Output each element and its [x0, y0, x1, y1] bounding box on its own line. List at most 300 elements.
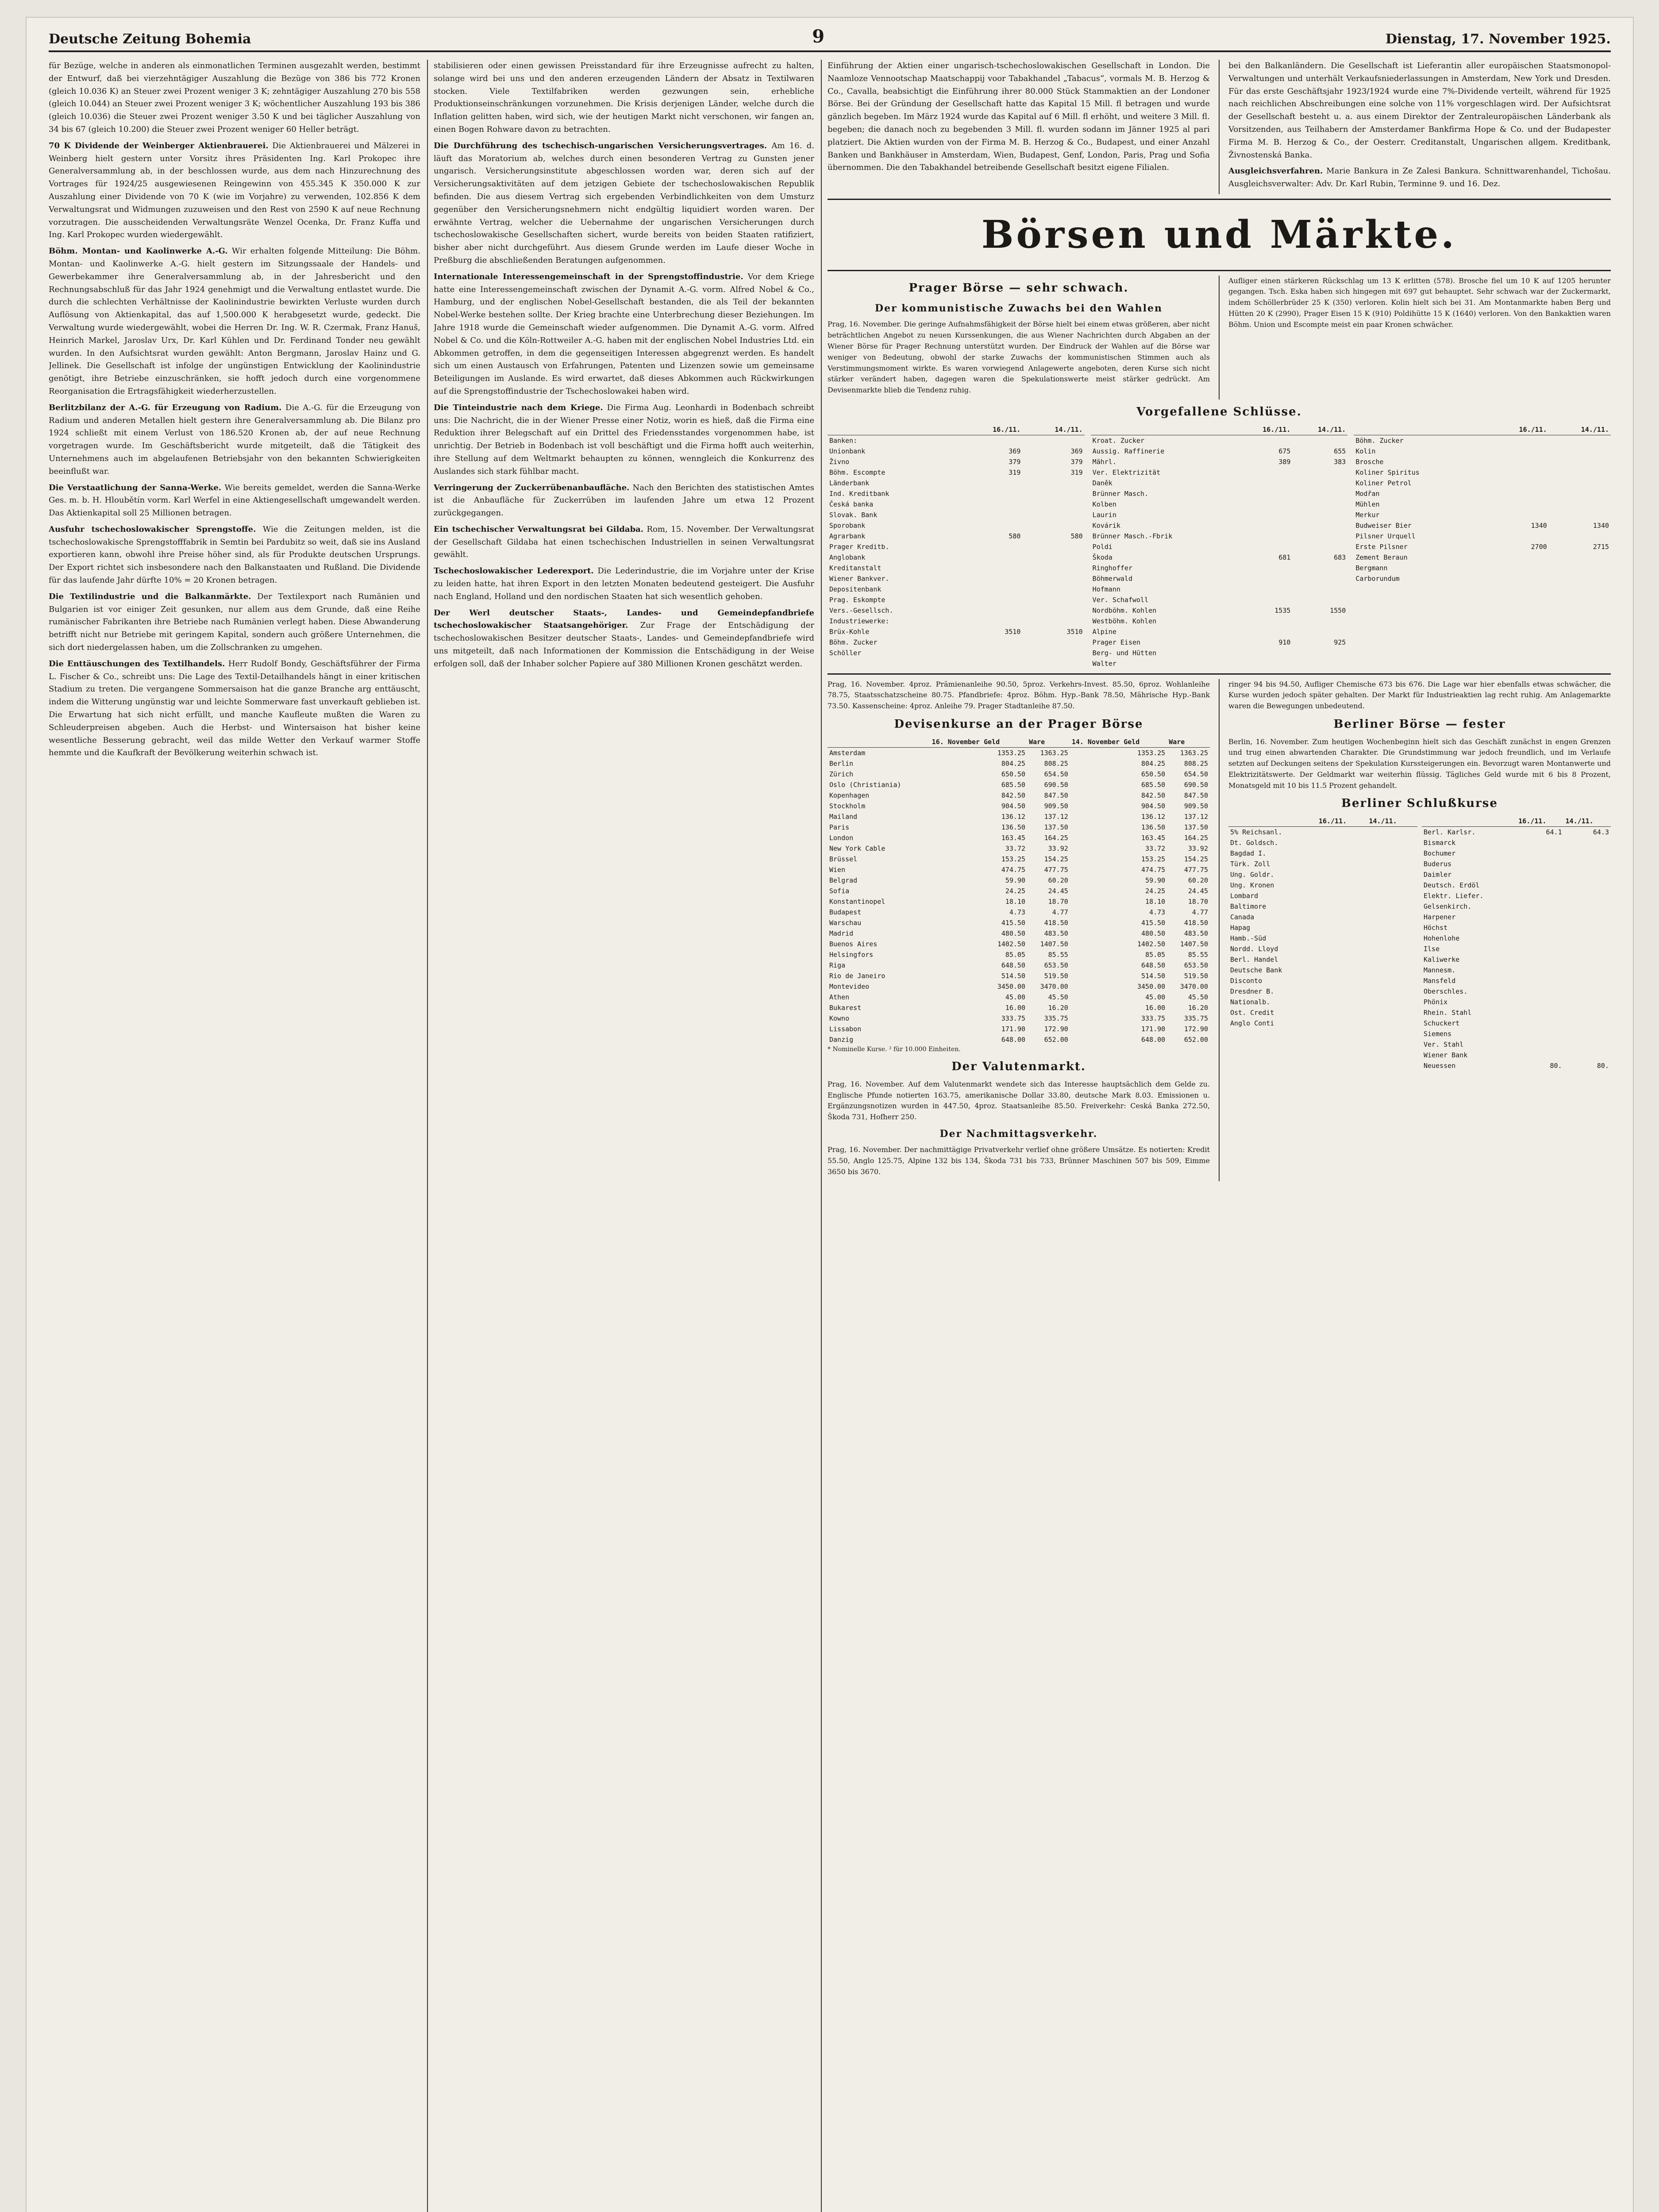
table-cell [1367, 827, 1417, 838]
table-cell [1549, 488, 1611, 499]
table-cell: 171.90 [1001, 1025, 1026, 1033]
table-cell: 335.75 [1184, 1014, 1208, 1022]
table-cell [1564, 922, 1611, 933]
table-cell: Westböhm. Kohlen [1092, 617, 1157, 625]
table-cell [1237, 520, 1293, 531]
table-cell: 1363.25 [1180, 749, 1208, 757]
table-row [1228, 986, 1417, 997]
table-cell: Ung. Kronen [1230, 881, 1274, 890]
article-kicker: Ausgleichsverfahren. [1228, 166, 1323, 176]
table-cell: Böhm. Zucker [829, 638, 878, 646]
table-cell: 85.55 [1188, 950, 1208, 959]
table-cell: Zürich [829, 770, 854, 778]
table-cell [1564, 901, 1611, 912]
table-cell: Ver. Stahl [1424, 1041, 1464, 1049]
table-cell: Riga [829, 961, 846, 969]
table-cell: 1535 [1274, 606, 1291, 614]
table-row [828, 886, 1210, 896]
article-paragraph [828, 60, 1210, 174]
table-cell: Kaliwerke [1424, 956, 1460, 964]
table-cell: Brünner Masch. [1092, 489, 1149, 498]
table-cell [1487, 552, 1549, 563]
article-paragraph [434, 402, 814, 478]
table-cell [1292, 488, 1347, 499]
table-cell [1237, 488, 1293, 499]
table-cell [1022, 510, 1084, 520]
table-row [1422, 986, 1611, 997]
table-cell: Bukarest [829, 1003, 862, 1012]
table-row [828, 864, 1210, 875]
table-cell: 683 [1334, 553, 1346, 561]
table-cell: Hofmann [1092, 585, 1120, 593]
table-cell [1237, 573, 1293, 584]
table-cell: 909.50 [1044, 802, 1068, 810]
table-cell: 2715 [1593, 542, 1609, 551]
table-header-row [1228, 816, 1417, 827]
table-cell: Kolben [1092, 500, 1116, 508]
table-row [1354, 552, 1611, 563]
article-text: Wie die Zeitungen melden, ist die tschechoslowakische Sprengstofffabrik in Semtin bei Pardubitz so weit, daß sie ins Ausland exportieren kann, obwohl ihre Preise höher sind, als für Produkte deutschen Ursprungs. Der Export richtet sich insbesondere nach den Balkanstaaten und Rußland. Die Dividende für das laufende Jahr dürfte 10% = 20 Kronen betragen. [49, 524, 420, 585]
table-header-cell: 16./11. [960, 424, 1022, 435]
table-cell: 24.45 [1188, 887, 1208, 895]
table-cell: 333.75 [1141, 1014, 1166, 1022]
table-cell: 652.00 [1044, 1035, 1068, 1044]
article-text: Die A.-G. für die Erzeugung von Radium und anderen Metallen hielt gestern ihre Generalversammlung ab. Die Bilanz pro 1924 schließt mit einem Verlust von 186.520 Kronen ab, der auf neue Rechnung vorgetragen wurde. Im Geschäftsbericht wurde mitgeteilt, daß die Tätigkeit des Unternehmens auch im abgelaufenen Betriebsjahr von den bekannten Schwierigkeiten beeinflußt war. [49, 403, 420, 476]
table-cell [1517, 965, 1563, 975]
table-cell [1367, 922, 1417, 933]
table-cell: Schöller [829, 649, 862, 657]
table-cell [1487, 435, 1549, 446]
table-cell: 1402.50 [997, 940, 1026, 948]
table-header-cell [828, 737, 930, 748]
table-cell: Banken: [829, 436, 858, 445]
table-cell: 137.12 [1044, 812, 1068, 821]
table-row [1228, 891, 1417, 901]
table-cell: 45.50 [1048, 993, 1068, 1001]
table-row [1354, 499, 1611, 510]
article-text: Die Lederindustrie, die im Vorjahre unter der Krise zu leiden hatte, hat ihren Export in den letzten Monaten bedeutend gesteigert. Die Ausfuhr nach England, Holland und den nordischen Staaten hat sich wesentlich gehoben. [434, 566, 814, 601]
table-cell: 16.20 [1048, 1003, 1068, 1012]
table-cell: 335.75 [1044, 1014, 1068, 1022]
table-row [828, 811, 1210, 822]
table-cell: 164.25 [1044, 833, 1068, 842]
table-cell [1517, 1039, 1563, 1050]
table-cell: 514.50 [1141, 972, 1166, 980]
table-row [828, 854, 1210, 864]
table-cell [1564, 944, 1611, 954]
article-kicker: Ausfuhr tschechoslowakischer Sprengstoffe. [49, 524, 256, 534]
table-cell: 80. [1550, 1062, 1562, 1070]
table-cell [1517, 912, 1563, 922]
article-paragraph [49, 60, 420, 136]
table-cell [960, 552, 1022, 563]
table-cell [1564, 1050, 1611, 1060]
article-text: Marie Bankura in Ze Zalesi Bankura. Schnittwarenhandel, Tichošau. Ausgleichsverwalter: Adv. Dr. Karl Rubin, Terminne 9. und 16. Dez. [1228, 166, 1611, 189]
table-cell [960, 616, 1022, 626]
table-cell: 654.50 [1184, 770, 1208, 778]
table-cell: 653.50 [1184, 961, 1208, 969]
table-cell: Oslo (Christiania) [829, 780, 901, 789]
table-cell: Lombard [1230, 892, 1259, 900]
table-cell [960, 605, 1022, 616]
table-cell [1564, 880, 1611, 891]
table-cell [1517, 922, 1563, 933]
table-cell [1564, 837, 1611, 848]
article-kicker: Die Durchführung des tschechisch-ungarischen Versicherungsvertrages. [434, 141, 767, 150]
table-cell [960, 435, 1022, 446]
table-cell: 519.50 [1184, 972, 1208, 980]
table-cell: 3470.00 [1180, 982, 1208, 991]
market-section [828, 60, 1611, 2212]
table-header-cell: Ware [1027, 737, 1070, 748]
table-cell: 137.50 [1044, 823, 1068, 831]
table-cell: Wien [829, 865, 846, 874]
article-text: Herr Rudolf Bondy, Geschäftsführer der Firma L. Fischer & Co., schreibt uns: Die Lage des Textil-Detailhandels hängt in einer kritischen Stadium zu treten. Die vergangene Sommersaison hat die ganze Branche arg enttäuscht, indem die Witterung ungünstig war und leichte Sommerware fast unverkauft geblieben ist. Die Erwartung hat sich nicht erfüllt, und manche Kaufleute mußten die Waren zu Schleuderpreisen abgeben. Auch die Herbst- und Wintersaison hat bisher keine wesentliche Besserung gebracht, weil das milde Wetter den Verkauf warmer Stoffe hemmte und die Kaufkraft der Bevölkerung weiterhin schwach ist. [49, 659, 420, 758]
table-cell: 379 [1070, 457, 1083, 466]
table-cell: 136.12 [1141, 812, 1166, 821]
table-cell: Berl. Karlsr. [1424, 828, 1476, 837]
table-header-cell [828, 424, 960, 435]
article-text: Zur Frage der Entschädigung der tschechoslowakischen Besitzer deutscher Staats-, Landes- und Gemeindepfandbriefe wird uns mitgeteilt, daß nach Informationen der Kommission die Entschädigung in der Weise erfolgen soll, daß der Inhaber solcher Papiere auf 380 Millionen Kronen geschätzt werden. [434, 621, 814, 668]
section-divider [828, 270, 1611, 271]
table-cell: Rhein. Stahl [1424, 1009, 1472, 1017]
table-row [1422, 1060, 1611, 1071]
table-row [1091, 584, 1348, 595]
table-cell [1367, 901, 1417, 912]
table-cell: Länderbank [829, 479, 870, 487]
table-cell: Belgrad [829, 876, 858, 884]
column-rule [1219, 679, 1220, 1181]
table-cell: 653.50 [1044, 961, 1068, 969]
table-row [1091, 467, 1348, 478]
table-row [1422, 859, 1611, 869]
table-cell: Dresdner B. [1230, 987, 1274, 996]
table-cell: 16.20 [1188, 1003, 1208, 1012]
table-cell: Hohenlohe [1424, 934, 1460, 943]
article-paragraph [434, 565, 814, 603]
table-header-cell: Ware [1167, 737, 1210, 748]
table-cell: 80. [1597, 1062, 1609, 1070]
table-cell: Ung. Goldr. [1230, 871, 1274, 879]
table-cell: Brüssel [829, 855, 858, 863]
table-row [828, 747, 1210, 758]
table-cell [1317, 848, 1367, 859]
table-cell [1564, 975, 1611, 986]
table-cell: Modřan [1355, 489, 1380, 498]
table-cell: 4.73 [1009, 908, 1026, 916]
table-row [1091, 499, 1348, 510]
prague-bourse-heading: Prager Börse — sehr schwach. [908, 281, 1129, 295]
table-cell: 33.72 [1005, 844, 1026, 853]
table-cell: Danzig [829, 1035, 854, 1044]
table-cell [1367, 848, 1417, 859]
table-cell: Ringhoffer [1092, 564, 1132, 572]
table-cell [1237, 626, 1293, 637]
table-cell: Montevideo [829, 982, 870, 991]
table-cell: Kreditanstalt [829, 564, 881, 572]
table-cell: 33.92 [1048, 844, 1068, 853]
table-cell: 18.70 [1188, 897, 1208, 906]
table-cell: 514.50 [1001, 972, 1026, 980]
table-row [1422, 827, 1611, 838]
article-kicker: Die Tinteindustrie nach dem Kriege. [434, 403, 603, 412]
table-row [1091, 435, 1348, 446]
table-cell: 4.73 [1149, 908, 1166, 916]
table-row [828, 467, 1085, 478]
table-cell: 136.50 [1141, 823, 1166, 831]
table-cell [960, 563, 1022, 573]
table-row [828, 648, 1085, 658]
table-row [1354, 573, 1611, 584]
table-cell [1022, 637, 1084, 648]
table-cell: 477.75 [1044, 865, 1068, 874]
column-4 [1228, 60, 1611, 194]
table-row [1091, 616, 1348, 626]
table-cell [1317, 997, 1367, 1007]
table-row [1091, 552, 1348, 563]
table-row [828, 801, 1210, 811]
table-cell [1022, 563, 1084, 573]
table-row [1422, 975, 1611, 986]
table-cell: 474.75 [1141, 865, 1166, 874]
table-cell [960, 488, 1022, 499]
table-cell: 804.25 [1141, 759, 1166, 768]
table-cell: 648.00 [1001, 1035, 1026, 1044]
table-cell: 1353.25 [1137, 749, 1166, 757]
table-cell [1022, 499, 1084, 510]
table-cell [1317, 965, 1367, 975]
article-paragraph [49, 482, 420, 520]
table-cell [1237, 510, 1293, 520]
table-cell [1549, 563, 1611, 573]
berlin-table-industry [1422, 816, 1611, 1071]
table-cell: 925 [1334, 638, 1346, 646]
table-cell: 1353.25 [997, 749, 1026, 757]
article-text: Rom, 15. November. Der Verwaltungsrat der Gesellschaft Gildaba hat einen tschechischen Industriellen in seinen Verwaltungsrat gewählt. [434, 524, 814, 560]
table-cell: 163.45 [1001, 833, 1026, 842]
table-cell [1564, 997, 1611, 1007]
table-cell [1022, 552, 1084, 563]
table-cell: Paris [829, 823, 850, 831]
table-cell [1549, 499, 1611, 510]
table-header-cell: 14./11. [1022, 424, 1084, 435]
table-row [1354, 478, 1611, 488]
table-cell [1487, 531, 1549, 541]
article-text: für Bezüge, welche in anderen als einmonatlichen Terminen ausgezahlt werden, bestimmt der Entwurf, daß bei vierzehntägiger Auszahlung die Bezüge von 386 bis 772 Kronen (gleich 10.036 K) an Steuer zwei Prozent weniger 3 K; zehntägiger Auszahlung 270 bis 558 (gleich 10.044) an Steuer zwei Prozent weniger 3 K; wöchentlicher Auszahlung 193 bis 386 (gleich 10.036) die Steuer zwei Prozent weniger 3.50 K und bei täglicher Auszahlung von 34 bis 67 (gleich 10.200) die Steuer zwei Prozent weniger 60 Heller beträgt. [49, 61, 420, 134]
table-row [1422, 1050, 1611, 1060]
table-cell: 85.55 [1048, 950, 1068, 959]
table-cell [1487, 488, 1549, 499]
table-cell: 33.72 [1145, 844, 1166, 853]
table-row [1422, 837, 1611, 848]
table-row [1354, 531, 1611, 541]
table-cell: 1363.25 [1040, 749, 1068, 757]
table-cell [1317, 880, 1367, 891]
table-row [828, 875, 1210, 886]
table-cell [960, 573, 1022, 584]
table-cell: Kroat. Zucker [1092, 436, 1145, 445]
article-text: Die Firma Aug. Leonhardi in Bodenbach schreibt uns: Die Nachricht, die in der Wiener Presse einer Notiz, worin es hieß, daß die Firma eine Reduktion ihrer Belegschaft auf ein Drittel des Friedensstandes vorgenommen habe, ist unrichtig. Der Betrieb in Bodenbach ist voll beschäftigt und die Firma hofft auch weiterhin, ihre Stellung auf dem Weltmarkt behaupten zu können, wenngleich die Konkurrenz des Auslandes sich stark fühlbar macht. [434, 403, 814, 476]
article-paragraph [49, 658, 420, 760]
table-cell: Berlin [829, 759, 854, 768]
table-cell [1022, 488, 1084, 499]
table-cell [1317, 922, 1367, 933]
table-cell [1549, 510, 1611, 520]
table-cell: 474.75 [1001, 865, 1026, 874]
table-row [828, 457, 1085, 467]
table-cell: 45.00 [1005, 993, 1026, 1001]
article-kicker: Die Verstaatlichung der Sanna-Werke. [49, 483, 222, 492]
section-divider [828, 199, 1611, 200]
table-cell: Vers.-Gesellsch. [829, 606, 893, 614]
table-row [1228, 1007, 1417, 1018]
table-cell: 64.1 [1546, 828, 1562, 837]
table-row [828, 541, 1085, 552]
table-row [1091, 478, 1348, 488]
table-cell [1564, 859, 1611, 869]
table-cell: 675 [1278, 447, 1291, 455]
quotes-table-banks [828, 424, 1085, 658]
table-row [828, 520, 1085, 531]
table-row [1091, 457, 1348, 467]
table-row [828, 531, 1085, 541]
table-row [1228, 869, 1417, 880]
table-cell: 690.50 [1184, 780, 1208, 789]
table-cell: Kopenhagen [829, 791, 870, 799]
table-cell [1517, 880, 1563, 891]
table-row [828, 595, 1085, 605]
table-cell: Madrid [829, 929, 854, 937]
table-row [1228, 997, 1417, 1007]
table-cell: Kovárik [1092, 521, 1120, 530]
table-cell: Ver. Schafwoll [1092, 595, 1149, 604]
table-cell [1517, 986, 1563, 997]
masthead [49, 22, 1611, 52]
table-cell: 18.10 [1145, 897, 1166, 906]
table-cell [1367, 869, 1417, 880]
table-cell [1564, 965, 1611, 975]
table-row [1228, 965, 1417, 975]
table-cell [1367, 975, 1417, 986]
table-row [828, 833, 1210, 843]
table-cell: Berl. Handel [1230, 956, 1278, 964]
table-cell: 909.50 [1184, 802, 1208, 810]
article-text: Der Textilexport nach Rumänien und Bulgarien ist vor einiger Zeit gesunken, nur allem aus dem Grunde, daß eine Reihe rumänischer Fabrikanten ihre Betriebe nach Rumänien verlegt haben. Diese Abwanderung betrifft nicht nur Betriebe mit geringem Kapital, sondern auch größere Unternehmen, die sich dort niedergelassen haben, um die Zollschranken zu umgehen. [49, 591, 420, 653]
article-paragraph [434, 140, 814, 267]
table-cell: Böhm. Zucker [1355, 436, 1404, 445]
article-kicker: Berlitzbilanz der A.-G. für Erzeugung von Radium. [49, 403, 282, 412]
table-cell: Depositenbank [829, 585, 881, 593]
table-cell: Bagdad I. [1230, 849, 1266, 858]
table-row [828, 435, 1085, 446]
table-cell: Nationalb. [1230, 998, 1270, 1006]
table-row [828, 981, 1210, 992]
table-cell: 16.00 [1145, 1003, 1166, 1012]
afternoon-trading-text: Prag, 16. November. Der nachmittägige Privatverkehr verlief ohne größere Umsätze. Es notierten: Kredit 55.50, Anglo 125.75, Alpine 132 bis 134, Škoda 731 bis 733, Brünner Maschinen 507 bis 509, Eimme 3650 bis 3670. [828, 1145, 1210, 1176]
table-row [1228, 912, 1417, 922]
table-cell: Wiener Bank [1424, 1051, 1468, 1060]
table-cell [1237, 435, 1293, 446]
table-row [1091, 563, 1348, 573]
table-cell: Mansfeld [1424, 977, 1456, 985]
table-cell: 33.92 [1188, 844, 1208, 853]
table-cell: 16.00 [1005, 1003, 1026, 1012]
table-cell: Poldi [1092, 542, 1112, 551]
table-row [828, 960, 1210, 971]
table-cell: 137.12 [1184, 812, 1208, 821]
table-row [1228, 859, 1417, 869]
table-cell [960, 584, 1022, 595]
table-cell [960, 541, 1022, 552]
table-cell: 24.25 [1005, 887, 1026, 895]
section-title: Börsen und Märkte. [981, 212, 1457, 257]
table-cell: Neuessen [1424, 1062, 1456, 1070]
table-cell: Živno [829, 457, 850, 466]
table-cell: 154.25 [1184, 855, 1208, 863]
table-cell [1237, 531, 1293, 541]
table-cell: 153.25 [1141, 855, 1166, 863]
table-row [1091, 446, 1348, 457]
table-header-cell: 14./11. [1549, 424, 1611, 435]
closing-prices-tables [828, 424, 1611, 669]
article-text: Wie bereits gemeldet, werden die Sanna-Werke Ges. m. b. H. Hloubětín vorm. Karl Werfel in eine Aktiengesellschaft umgewandelt werden. Das Aktienkapital soll 25 Millionen betragen. [49, 483, 420, 518]
table-cell [1517, 869, 1563, 880]
table-header-row [1354, 424, 1611, 435]
table-cell [1367, 933, 1417, 944]
table-cell: 480.50 [1141, 929, 1166, 937]
table-cell: 648.00 [1141, 1035, 1166, 1044]
table-cell: Sofia [829, 887, 850, 895]
table-cell: 580 [1070, 532, 1083, 540]
table-cell [1292, 626, 1347, 637]
article-paragraph [49, 245, 420, 398]
masthead-date: Dienstag, 17. November 1925. [1386, 31, 1611, 47]
table-cell [1292, 541, 1347, 552]
table-cell [1292, 595, 1347, 605]
table-cell: Brosche [1355, 457, 1384, 466]
table-cell [1317, 933, 1367, 944]
table-cell: Böhm. Escompte [829, 468, 885, 476]
table-cell [1564, 954, 1611, 965]
table-cell [1237, 499, 1293, 510]
table-cell: 2700 [1531, 542, 1547, 551]
table-cell [1367, 997, 1417, 1007]
table-cell: 154.25 [1044, 855, 1068, 863]
table-row [1228, 944, 1417, 954]
table-cell: 904.50 [1141, 802, 1166, 810]
table-cell [1487, 467, 1549, 478]
table-cell: 136.12 [1001, 812, 1026, 821]
table-cell: Škoda [1092, 553, 1112, 561]
table-cell: 648.50 [1001, 961, 1026, 969]
table-cell [1317, 986, 1367, 997]
table-cell: Böhmerwald [1092, 574, 1132, 583]
table-cell [1237, 595, 1293, 605]
table-cell [1517, 954, 1563, 965]
table-row [1354, 457, 1611, 467]
table-header-cell: 16./11. [1487, 424, 1549, 435]
table-cell: Bergmann [1355, 564, 1388, 572]
table-cell [1517, 901, 1563, 912]
table-cell [1237, 467, 1293, 478]
table-header-cell [1422, 816, 1517, 827]
table-cell: Nordd. Lloyd [1230, 945, 1278, 953]
table-row [1422, 944, 1611, 954]
berlin-closing-tables [1228, 816, 1611, 1071]
table-header-cell: 14./11. [1367, 816, 1417, 827]
table-cell [1549, 446, 1611, 457]
article-paragraph [49, 140, 420, 242]
